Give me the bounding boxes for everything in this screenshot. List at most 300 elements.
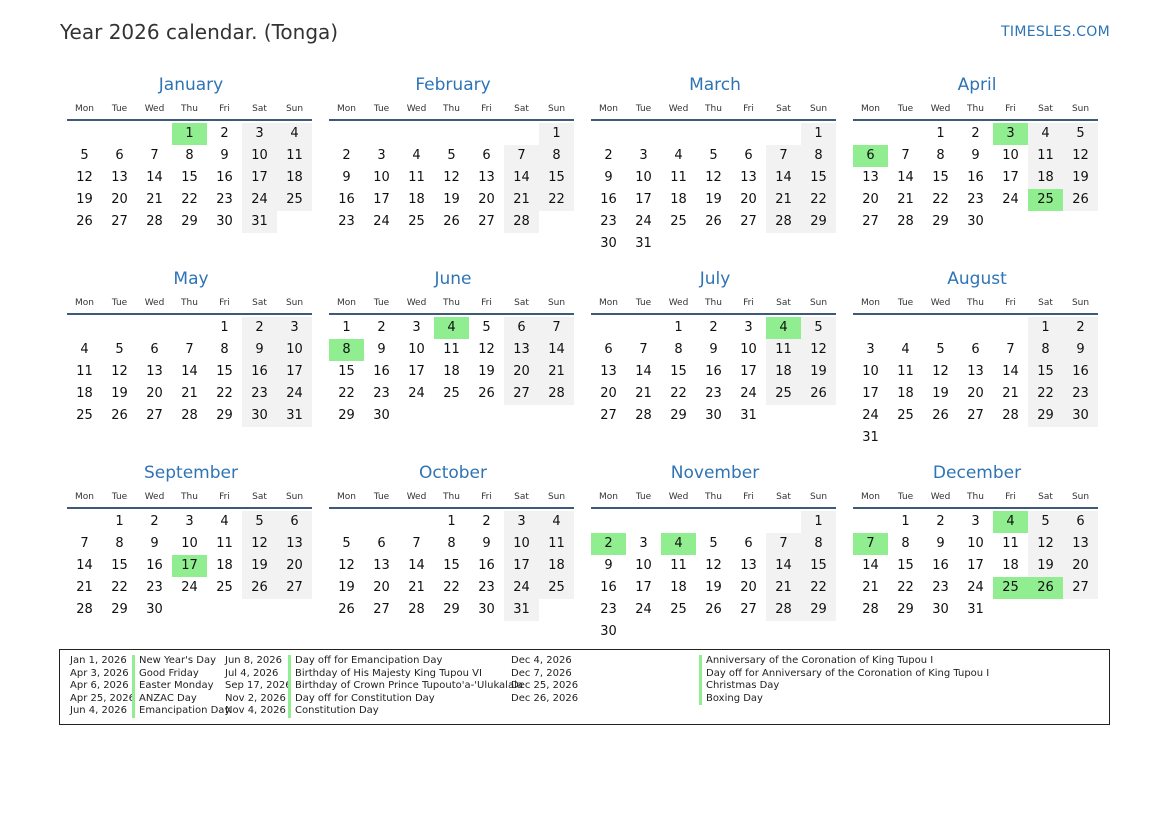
day-cell: 20 xyxy=(600,386,617,401)
holiday-day-cell: 25 xyxy=(1028,189,1063,211)
day-cell: 1 xyxy=(539,123,574,145)
day-cell: 20 xyxy=(277,555,312,577)
legend-holiday-name: Constitution Day xyxy=(288,705,523,718)
day-grid xyxy=(591,123,839,255)
weekday-label: Mon xyxy=(75,104,94,114)
day-cell: 4 xyxy=(220,514,229,529)
day-cell: 30 xyxy=(967,214,984,229)
empty-cell xyxy=(469,123,504,145)
legend-col3-dates xyxy=(511,655,578,705)
day-cell: 19 xyxy=(76,192,93,207)
day-cell: 6 xyxy=(504,317,539,339)
day-cell: 2 xyxy=(604,148,613,163)
day-cell: 9 xyxy=(482,536,491,551)
weekday-label: Tue xyxy=(635,298,652,308)
day-cell: 12 xyxy=(338,558,355,573)
day-cell: 21 xyxy=(181,386,198,401)
day-cell: 12 xyxy=(705,558,722,573)
month-january xyxy=(67,74,315,264)
month-name: February xyxy=(415,75,491,95)
day-cell: 19 xyxy=(478,364,495,379)
month-name: April xyxy=(957,75,997,95)
day-cell: 5 xyxy=(709,536,718,551)
day-cell: 9 xyxy=(342,170,351,185)
weekday-label: Fri xyxy=(219,298,230,308)
header-divider xyxy=(67,313,312,315)
day-cell: 2 xyxy=(709,320,718,335)
day-cell: 2 xyxy=(220,126,229,141)
day-cell: 24 xyxy=(242,189,277,211)
day-cell: 26 xyxy=(1063,189,1098,211)
legend-date: Dec 4, 2026 xyxy=(511,655,572,666)
weekday-label: Tue xyxy=(111,298,128,308)
empty-cell xyxy=(329,123,364,145)
empty-cell xyxy=(888,123,923,145)
weekday-header xyxy=(853,490,1101,504)
day-cell: 18 xyxy=(1028,167,1063,189)
day-cell: 26 xyxy=(932,408,949,423)
month-name: December xyxy=(932,463,1022,483)
empty-cell xyxy=(364,123,399,145)
day-cell: 19 xyxy=(338,580,355,595)
weekday-label: Thu xyxy=(705,298,722,308)
weekday-label: Tue xyxy=(897,492,914,502)
day-cell: 18 xyxy=(443,364,460,379)
day-cell: 5 xyxy=(342,536,351,551)
empty-cell xyxy=(591,511,626,533)
day-cell: 8 xyxy=(901,536,910,551)
day-cell: 12 xyxy=(76,170,93,185)
month-name: June xyxy=(434,269,472,289)
day-cell: 31 xyxy=(242,211,277,233)
day-cell: 21 xyxy=(766,577,801,599)
day-cell: 2 xyxy=(242,317,277,339)
day-cell: 10 xyxy=(967,536,984,551)
weekday-label: Thu xyxy=(705,104,722,114)
day-cell: 15 xyxy=(1028,361,1063,383)
day-cell: 1 xyxy=(115,514,124,529)
day-cell: 17 xyxy=(373,192,390,207)
month-april xyxy=(853,74,1101,264)
month-name: May xyxy=(173,269,209,289)
empty-cell xyxy=(137,123,172,145)
day-cell: 26 xyxy=(242,577,277,599)
empty-cell xyxy=(626,317,661,339)
day-cell: 7 xyxy=(412,536,421,551)
empty-cell xyxy=(993,317,1028,339)
legend-holiday-name: Emancipation Day xyxy=(132,705,230,718)
day-cell: 7 xyxy=(80,536,89,551)
day-cell: 30 xyxy=(600,624,617,639)
day-cell: 22 xyxy=(932,192,949,207)
day-cell: 30 xyxy=(478,602,495,617)
day-cell: 4 xyxy=(674,148,683,163)
day-cell: 27 xyxy=(600,408,617,423)
day-cell: 18 xyxy=(897,386,914,401)
weekday-label: Thu xyxy=(967,298,984,308)
day-cell: 24 xyxy=(408,386,425,401)
day-cell: 7 xyxy=(504,145,539,167)
holiday-day-cell: 4 xyxy=(661,533,696,555)
day-cell: 6 xyxy=(115,148,124,163)
day-cell: 7 xyxy=(539,317,574,339)
day-cell: 9 xyxy=(150,536,159,551)
day-cell: 29 xyxy=(216,408,233,423)
month-name: October xyxy=(418,463,488,483)
day-cell: 26 xyxy=(478,386,495,401)
day-cell: 23 xyxy=(338,214,355,229)
weekday-label: Mon xyxy=(75,492,94,502)
weekday-label: Mon xyxy=(861,104,880,114)
day-cell: 18 xyxy=(766,361,801,383)
weekday-label: Sun xyxy=(547,492,566,502)
day-cell: 28 xyxy=(408,602,425,617)
weekday-label: Tue xyxy=(897,104,914,114)
day-cell: 4 xyxy=(412,148,421,163)
day-cell: 1 xyxy=(674,320,683,335)
empty-cell xyxy=(766,511,801,533)
day-grid xyxy=(853,123,1101,233)
day-cell: 17 xyxy=(277,361,312,383)
day-cell: 5 xyxy=(482,320,491,335)
day-cell: 1 xyxy=(342,320,351,335)
day-cell: 24 xyxy=(967,580,984,595)
day-cell: 20 xyxy=(478,192,495,207)
day-cell: 16 xyxy=(373,364,390,379)
weekday-label: Fri xyxy=(1005,104,1016,114)
day-cell: 3 xyxy=(504,511,539,533)
weekday-header xyxy=(329,490,577,504)
day-cell: 10 xyxy=(181,536,198,551)
day-cell: 9 xyxy=(936,536,945,551)
day-cell: 2 xyxy=(482,514,491,529)
day-cell: 21 xyxy=(146,192,163,207)
day-cell: 18 xyxy=(76,386,93,401)
legend-col1-dates xyxy=(70,655,135,718)
weekday-label: Tue xyxy=(373,104,390,114)
month-december xyxy=(853,462,1101,652)
header-divider xyxy=(853,313,1098,315)
weekday-label: Mon xyxy=(337,104,356,114)
empty-cell xyxy=(923,317,958,339)
weekday-label: Mon xyxy=(861,492,880,502)
day-cell: 23 xyxy=(600,602,617,617)
weekday-label: Wed xyxy=(668,104,689,114)
day-cell: 9 xyxy=(1063,339,1098,361)
empty-cell xyxy=(102,317,137,339)
day-cell: 9 xyxy=(220,148,229,163)
day-cell: 8 xyxy=(936,148,945,163)
day-cell: 3 xyxy=(866,342,875,357)
day-cell: 6 xyxy=(604,342,613,357)
header-divider xyxy=(853,507,1098,509)
day-cell: 30 xyxy=(146,602,163,617)
day-cell: 18 xyxy=(277,167,312,189)
day-cell: 26 xyxy=(338,602,355,617)
day-cell: 21 xyxy=(766,189,801,211)
weekday-header xyxy=(591,490,839,504)
day-cell: 17 xyxy=(967,558,984,573)
day-cell: 10 xyxy=(373,170,390,185)
empty-cell xyxy=(172,317,207,339)
day-cell: 20 xyxy=(740,580,757,595)
day-cell: 17 xyxy=(635,192,652,207)
day-cell: 13 xyxy=(600,364,617,379)
day-cell: 9 xyxy=(971,148,980,163)
day-cell: 14 xyxy=(76,558,93,573)
weekday-label: Sat xyxy=(1038,104,1053,114)
month-name: January xyxy=(158,75,224,95)
day-cell: 11 xyxy=(216,536,233,551)
day-cell: 21 xyxy=(1002,386,1019,401)
day-cell: 13 xyxy=(740,558,757,573)
day-cell: 10 xyxy=(1002,148,1019,163)
weekday-label: Tue xyxy=(373,298,390,308)
month-march xyxy=(591,74,839,264)
empty-cell xyxy=(591,317,626,339)
day-cell: 3 xyxy=(744,320,753,335)
day-cell: 26 xyxy=(443,214,460,229)
empty-cell xyxy=(434,123,469,145)
day-cell: 16 xyxy=(478,558,495,573)
day-cell: 9 xyxy=(604,170,613,185)
weekday-header xyxy=(591,102,839,116)
day-cell: 23 xyxy=(967,192,984,207)
empty-cell xyxy=(329,511,364,533)
day-cell: 24 xyxy=(740,386,757,401)
weekday-header xyxy=(853,102,1101,116)
legend-col1-names xyxy=(132,655,230,718)
empty-cell xyxy=(853,317,888,339)
weekday-header xyxy=(591,296,839,310)
day-cell: 28 xyxy=(766,599,801,621)
day-cell: 7 xyxy=(766,145,801,167)
day-cell: 25 xyxy=(216,580,233,595)
day-cell: 16 xyxy=(967,170,984,185)
day-cell: 15 xyxy=(670,364,687,379)
weekday-label: Thu xyxy=(705,492,722,502)
day-cell: 27 xyxy=(740,602,757,617)
day-cell: 30 xyxy=(932,602,949,617)
day-cell: 26 xyxy=(76,214,93,229)
day-cell: 9 xyxy=(709,342,718,357)
day-cell: 25 xyxy=(277,189,312,211)
holiday-day-cell: 4 xyxy=(993,511,1028,533)
empty-cell xyxy=(626,123,661,145)
weekday-label: Tue xyxy=(111,492,128,502)
day-cell: 14 xyxy=(408,558,425,573)
day-cell: 28 xyxy=(1002,408,1019,423)
day-cell: 26 xyxy=(801,383,836,405)
empty-cell xyxy=(504,123,539,145)
day-cell: 27 xyxy=(146,408,163,423)
weekday-label: Tue xyxy=(897,298,914,308)
weekday-header xyxy=(329,296,577,310)
day-cell: 15 xyxy=(801,167,836,189)
day-cell: 15 xyxy=(181,170,198,185)
day-cell: 19 xyxy=(705,192,722,207)
day-cell: 29 xyxy=(801,211,836,233)
day-cell: 12 xyxy=(478,342,495,357)
day-cell: 20 xyxy=(862,192,879,207)
day-cell: 17 xyxy=(635,580,652,595)
header-divider xyxy=(591,507,836,509)
day-cell: 10 xyxy=(242,145,277,167)
day-cell: 11 xyxy=(539,533,574,555)
day-cell: 30 xyxy=(373,408,390,423)
legend-col2-dates xyxy=(225,655,292,718)
day-cell: 11 xyxy=(766,339,801,361)
day-cell: 13 xyxy=(504,339,539,361)
weekday-label: Tue xyxy=(111,104,128,114)
day-cell: 10 xyxy=(504,533,539,555)
day-cell: 9 xyxy=(377,342,386,357)
day-cell: 19 xyxy=(705,580,722,595)
day-cell: 22 xyxy=(670,386,687,401)
day-cell: 16 xyxy=(338,192,355,207)
holiday-day-cell: 7 xyxy=(853,533,888,555)
day-cell: 17 xyxy=(408,364,425,379)
day-cell: 14 xyxy=(146,170,163,185)
weekday-label: Mon xyxy=(599,492,618,502)
day-cell: 10 xyxy=(740,342,757,357)
weekday-label: Thu xyxy=(967,492,984,502)
day-cell: 17 xyxy=(740,364,757,379)
day-cell: 14 xyxy=(635,364,652,379)
holiday-day-cell: 4 xyxy=(434,317,469,339)
day-cell: 21 xyxy=(897,192,914,207)
day-cell: 8 xyxy=(801,533,836,555)
weekday-label: Sun xyxy=(547,104,566,114)
month-name: November xyxy=(670,463,760,483)
holiday-day-cell: 8 xyxy=(329,339,364,361)
weekday-label: Thu xyxy=(181,492,198,502)
day-cell: 15 xyxy=(216,364,233,379)
day-grid xyxy=(67,511,315,621)
day-cell: 25 xyxy=(539,577,574,599)
day-cell: 14 xyxy=(766,555,801,577)
day-cell: 10 xyxy=(408,342,425,357)
day-cell: 4 xyxy=(539,511,574,533)
day-cell: 14 xyxy=(504,167,539,189)
day-cell: 15 xyxy=(111,558,128,573)
day-cell: 11 xyxy=(1002,536,1019,551)
weekday-label: Sat xyxy=(252,104,267,114)
day-cell: 1 xyxy=(801,123,836,145)
day-cell: 22 xyxy=(216,386,233,401)
day-cell: 2 xyxy=(971,126,980,141)
day-cell: 4 xyxy=(901,342,910,357)
day-cell: 28 xyxy=(504,211,539,233)
day-cell: 6 xyxy=(377,536,386,551)
weekday-label: Sat xyxy=(252,298,267,308)
weekday-label: Sat xyxy=(1038,492,1053,502)
weekday-label: Mon xyxy=(337,298,356,308)
legend-date: Apr 3, 2026 xyxy=(70,667,129,679)
weekday-label: Tue xyxy=(373,492,390,502)
day-cell: 19 xyxy=(443,192,460,207)
day-cell: 13 xyxy=(146,364,163,379)
weekday-label: Tue xyxy=(635,492,652,502)
weekday-label: Wed xyxy=(406,492,427,502)
weekday-label: Thu xyxy=(443,104,460,114)
holiday-day-cell: 4 xyxy=(766,317,801,339)
day-cell: 19 xyxy=(111,386,128,401)
legend-holiday-name: Easter Monday xyxy=(132,680,230,693)
day-cell: 15 xyxy=(932,170,949,185)
day-cell: 29 xyxy=(443,602,460,617)
day-cell: 29 xyxy=(111,602,128,617)
day-cell: 24 xyxy=(504,577,539,599)
weekday-label: Sat xyxy=(776,104,791,114)
holiday-day-cell: 2 xyxy=(591,533,626,555)
day-cell: 15 xyxy=(897,558,914,573)
day-cell: 17 xyxy=(504,555,539,577)
day-cell: 5 xyxy=(447,148,456,163)
day-cell: 3 xyxy=(185,514,194,529)
month-name: July xyxy=(699,269,731,289)
day-cell: 4 xyxy=(80,342,89,357)
empty-cell xyxy=(731,511,766,533)
day-cell: 12 xyxy=(932,364,949,379)
day-grid xyxy=(329,317,577,427)
page-title: Year 2026 calendar. (Tonga) xyxy=(60,20,339,44)
legend-holiday-name: Birthday of Crown Prince Tupouto'a-'Ulukalala xyxy=(288,680,523,693)
day-grid xyxy=(67,123,315,233)
day-cell: 30 xyxy=(1063,405,1098,427)
day-cell: 18 xyxy=(670,580,687,595)
day-cell: 5 xyxy=(1063,123,1098,145)
day-cell: 31 xyxy=(635,236,652,251)
day-cell: 22 xyxy=(338,386,355,401)
brand-link[interactable]: TIMESLES.COM xyxy=(1001,24,1110,40)
day-cell: 20 xyxy=(111,192,128,207)
weekday-label: Sun xyxy=(1071,104,1090,114)
day-cell: 23 xyxy=(932,580,949,595)
day-cell: 23 xyxy=(478,580,495,595)
header-divider xyxy=(67,119,312,121)
day-cell: 28 xyxy=(862,602,879,617)
day-cell: 9 xyxy=(604,558,613,573)
day-cell: 28 xyxy=(635,408,652,423)
legend-date: Jan 1, 2026 xyxy=(70,655,127,666)
day-cell: 12 xyxy=(801,339,836,361)
empty-cell xyxy=(661,123,696,145)
day-cell: 31 xyxy=(504,599,539,621)
day-cell: 16 xyxy=(242,361,277,383)
weekday-label: Wed xyxy=(930,298,951,308)
empty-cell xyxy=(696,123,731,145)
weekday-label: Sat xyxy=(1038,298,1053,308)
legend-holiday-name: Birthday of His Majesty King Tupou VI xyxy=(288,668,523,681)
day-cell: 30 xyxy=(600,236,617,251)
day-cell: 24 xyxy=(373,214,390,229)
day-grid xyxy=(591,317,839,427)
day-cell: 1 xyxy=(936,126,945,141)
day-cell: 27 xyxy=(111,214,128,229)
weekday-label: Fri xyxy=(743,298,754,308)
day-cell: 3 xyxy=(971,514,980,529)
weekday-label: Fri xyxy=(481,298,492,308)
day-cell: 25 xyxy=(443,386,460,401)
month-september xyxy=(67,462,315,652)
month-name: August xyxy=(947,269,1007,289)
day-cell: 29 xyxy=(897,602,914,617)
day-cell: 12 xyxy=(443,170,460,185)
empty-cell xyxy=(67,123,102,145)
day-cell: 23 xyxy=(1063,383,1098,405)
day-cell: 5 xyxy=(80,148,89,163)
